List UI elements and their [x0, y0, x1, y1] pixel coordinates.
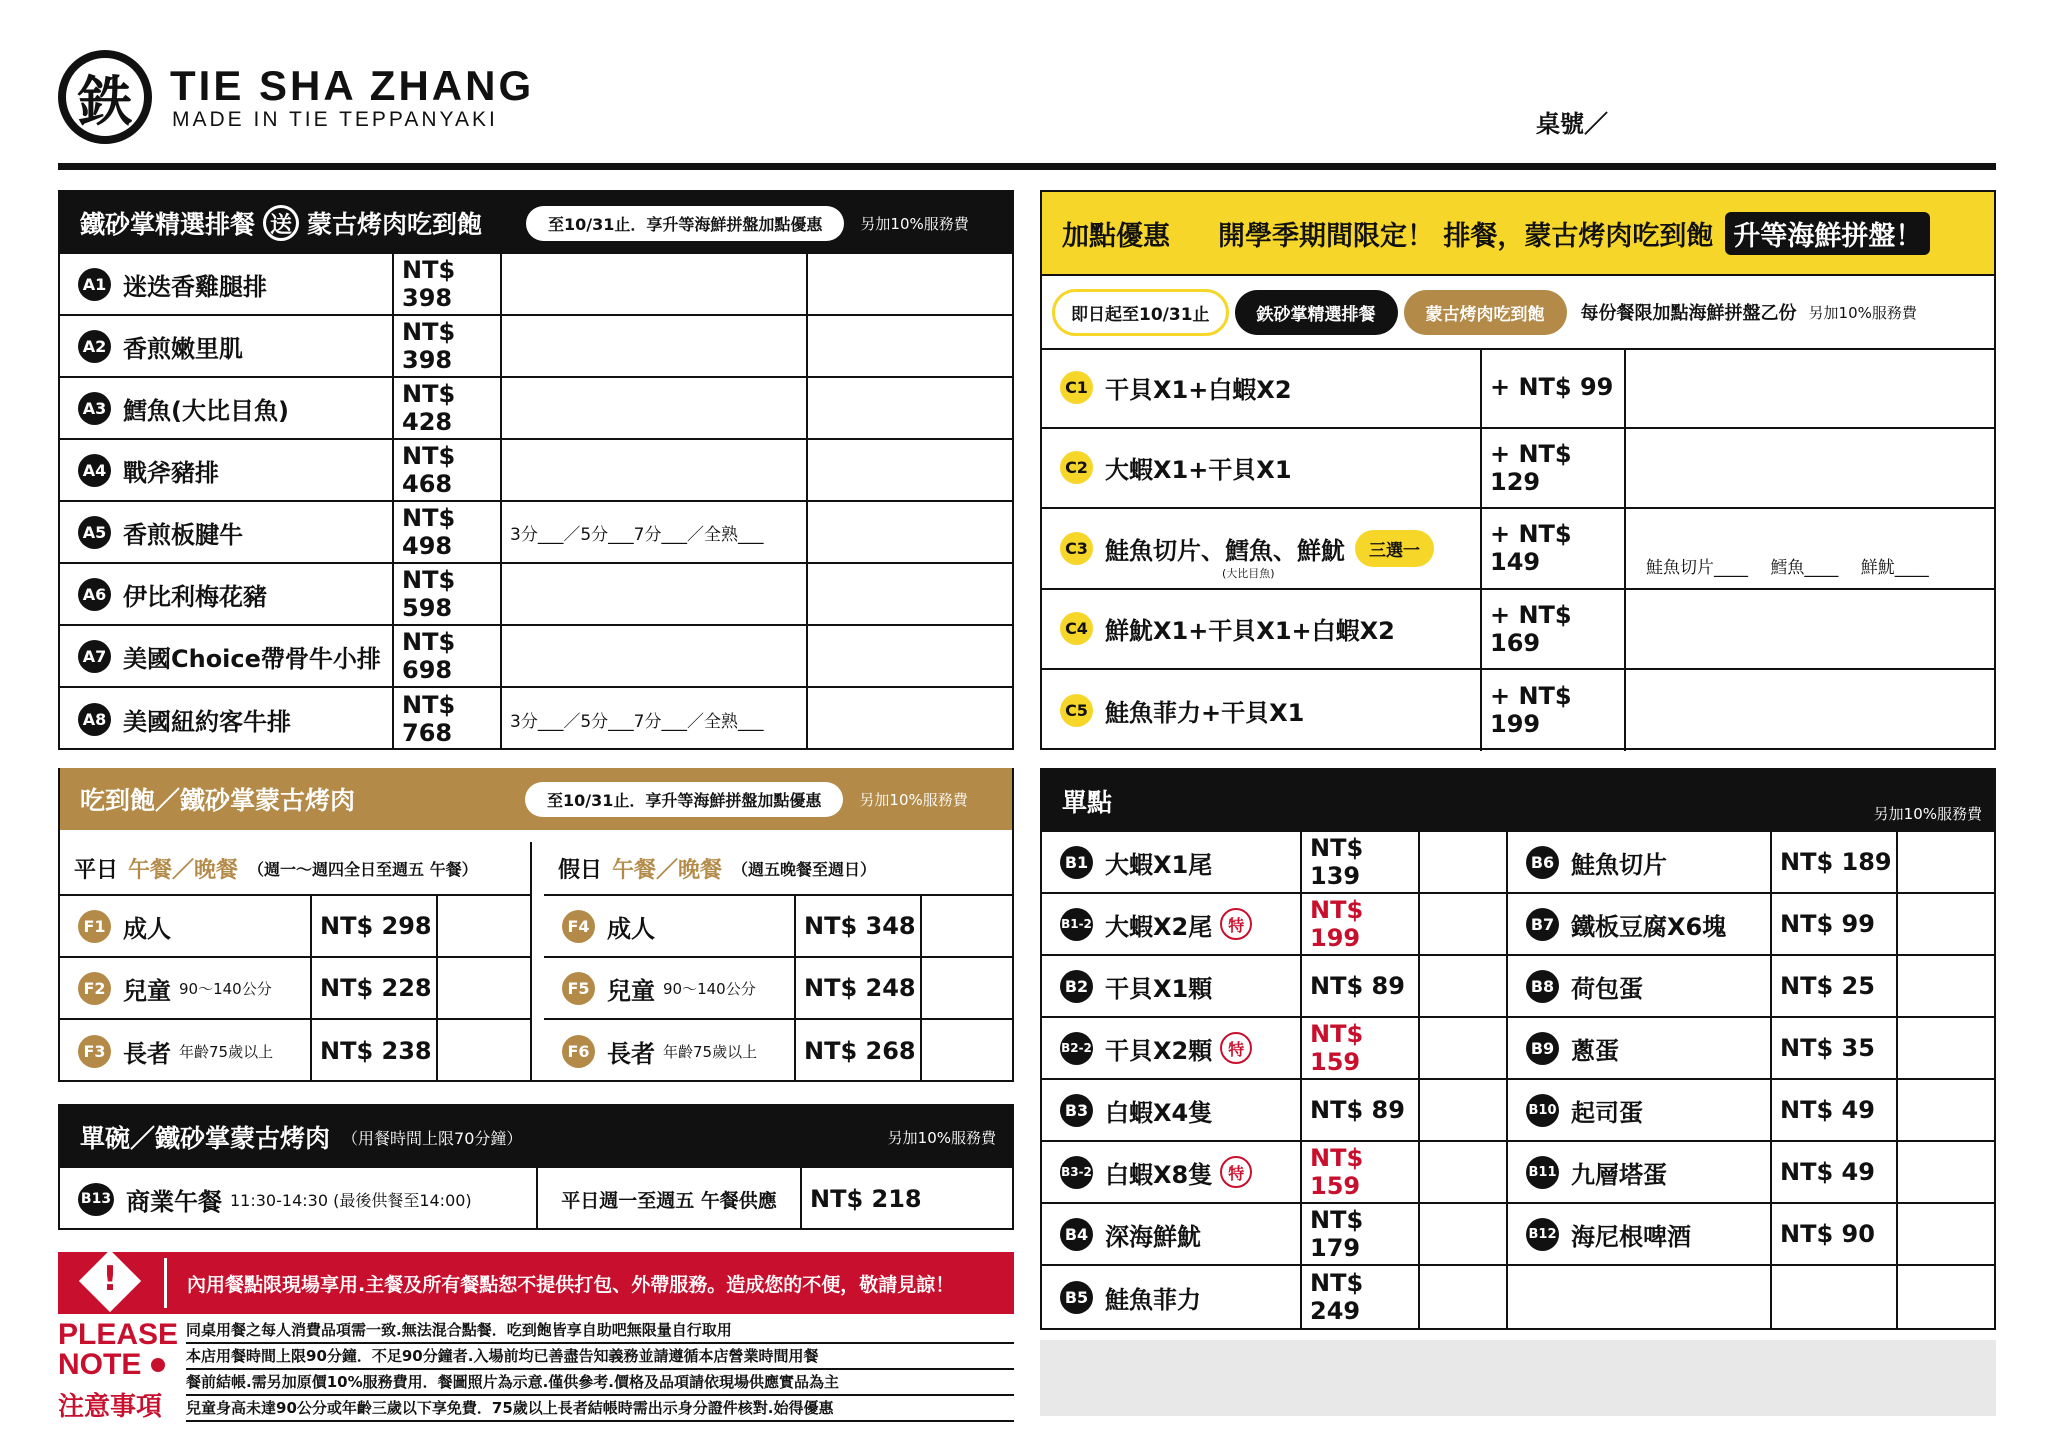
set-meal-name-cell: [60, 502, 394, 562]
set-meal-name: 迷迭香雞腿排: [123, 272, 267, 301]
bowl-header: [60, 1106, 1012, 1168]
buffet-name: 長者: [123, 1039, 171, 1068]
single-price: NT$ 49: [1772, 1080, 1898, 1140]
single-name: 起司蛋: [1571, 1098, 1643, 1127]
buffet-subheader: [60, 842, 530, 894]
buffet-row[interactable]: [544, 958, 1014, 1020]
order-qty-cell[interactable]: [1898, 1018, 1994, 1078]
buffet-holiday: [544, 842, 1014, 1080]
special-badge: 特: [1220, 1156, 1252, 1188]
order-qty-cell[interactable]: [808, 626, 1012, 686]
single-name: 白蝦X4隻: [1105, 1098, 1213, 1127]
doneness-cell[interactable]: [502, 316, 808, 376]
addon-pill-buffet: 蒙古烤肉吃到飽: [1404, 290, 1567, 335]
addon-price: + NT$ 149: [1482, 509, 1626, 588]
order-qty-cell[interactable]: [808, 254, 1012, 314]
buffet-name-cell: [60, 896, 312, 956]
special-badge: 特: [1220, 908, 1252, 940]
addon-name: 大蝦X1+干貝X1: [1105, 456, 1292, 485]
item-code-badge: B6: [1526, 846, 1559, 879]
buffet-name-cell: [60, 958, 312, 1018]
single-price: NT$ 159: [1302, 1142, 1420, 1202]
bowl-panel: [58, 1104, 1014, 1230]
buffet-name-cell: [60, 1020, 312, 1082]
buffet-row[interactable]: [544, 1020, 1014, 1082]
addon-header: [1042, 192, 1994, 276]
buffet-name: 長者: [607, 1039, 655, 1068]
single-name: 荷包蛋: [1571, 974, 1643, 1003]
item-code-badge: B4: [1060, 1218, 1093, 1251]
set-meal-name-cell: [60, 254, 394, 314]
single-name-cell: [1508, 1266, 1772, 1328]
single-name: 海尼根啤酒: [1571, 1222, 1691, 1251]
buffet-day-label: 假日: [558, 857, 603, 883]
set-meal-name: 香煎板腱牛: [123, 520, 243, 549]
item-code-badge: A5: [78, 516, 111, 549]
addon-price: + NT$ 129: [1482, 429, 1626, 508]
doneness-cell[interactable]: [502, 688, 808, 750]
buffet-meals: 午餐／晚餐: [612, 857, 723, 883]
item-code-badge: B10: [1526, 1094, 1559, 1127]
addon-note-cell[interactable]: [1626, 590, 1994, 669]
service-charge-note: 另加10%服務費: [860, 214, 969, 233]
doneness-cell[interactable]: [502, 502, 808, 562]
single-name-cell[interactable]: [1508, 1204, 1772, 1264]
set-meal-name-cell: [60, 688, 394, 750]
addon-pill-set-meal: 鉄砂掌精選排餐: [1235, 290, 1398, 335]
set-meal-name-cell: [60, 316, 394, 376]
set-meal-name: 戰斧豬排: [123, 458, 219, 487]
buffet-day-note: （週五晚餐至週日）: [732, 859, 877, 879]
order-qty-cell[interactable]: [922, 896, 1014, 956]
single-name: 鐵板豆腐X6塊: [1571, 912, 1727, 941]
set-meal-price: NT$ 498: [394, 502, 502, 562]
addon-row[interactable]: [1042, 670, 1994, 751]
item-code-badge: C1: [1060, 371, 1093, 404]
single-name: 大蝦X2尾: [1105, 912, 1213, 941]
bowl-item-row: [60, 1168, 1012, 1230]
addon-subheader: [1042, 276, 1994, 350]
bowl-item-name: 商業午餐: [126, 1187, 222, 1216]
single-row: [1042, 1204, 1994, 1266]
item-code-badge: A4: [78, 454, 111, 487]
single-price: [1772, 1266, 1898, 1328]
single-title: 單點: [1062, 788, 1113, 817]
set-meal-name-cell: [60, 564, 394, 624]
set-meal-title-b: 蒙古烤肉吃到飽: [307, 210, 483, 239]
please-note-label: [58, 1320, 178, 1423]
bowl-item-price: NT$ 218: [810, 1185, 922, 1213]
single-name-cell[interactable]: [1508, 1080, 1772, 1140]
single-panel: [1040, 768, 1996, 1330]
addon-price: + NT$ 169: [1482, 590, 1626, 669]
addon-row[interactable]: [1042, 509, 1994, 590]
doneness-cell[interactable]: [502, 440, 808, 500]
addon-name-cell: [1042, 348, 1482, 427]
service-charge-note: 另加10%服務費: [1808, 303, 1917, 322]
notice-banner: [58, 1252, 1014, 1314]
buffet-price: NT$ 298: [312, 896, 438, 956]
order-qty-cell[interactable]: [808, 564, 1012, 624]
item-code-badge: C2: [1060, 451, 1093, 484]
single-name: 九層塔蛋: [1571, 1160, 1667, 1189]
item-code-badge: A2: [78, 330, 111, 363]
order-qty-cell[interactable]: [808, 316, 1012, 376]
single-name: 鮭魚菲力: [1105, 1285, 1201, 1314]
set-meal-price: NT$ 768: [394, 688, 502, 750]
addon-name-cell: [1042, 429, 1482, 508]
notice-line: 兒童身高未達90公分或年齡三歲以下享免費．75歲以上長者結帳時需出示身分證件核對.始得優惠: [186, 1396, 1014, 1422]
order-qty-cell[interactable]: [1898, 956, 1994, 1016]
set-meal-row[interactable]: [60, 564, 1012, 626]
doneness-options: 3分___／5分___7分___／全熟___: [510, 524, 764, 545]
single-name-cell[interactable]: [1042, 1080, 1302, 1140]
set-meal-list: [60, 254, 1012, 748]
item-code-badge: B3-2: [1060, 1156, 1093, 1189]
single-name-cell[interactable]: [1042, 894, 1302, 954]
set-meal-promo: 至10/31止．享升等海鮮拼盤加點優惠: [526, 206, 844, 241]
item-code-badge: A1: [78, 268, 111, 301]
order-qty-cell[interactable]: [1898, 1204, 1994, 1264]
single-row: [1042, 1266, 1994, 1328]
single-row: [1042, 956, 1994, 1018]
buffet-sub: 90～140公分: [663, 979, 756, 998]
set-meal-price: NT$ 698: [394, 626, 502, 686]
single-row: [1042, 1142, 1994, 1204]
order-qty-cell[interactable]: [438, 958, 530, 1018]
single-name-cell[interactable]: [1042, 1142, 1302, 1202]
item-code-badge: F2: [78, 972, 111, 1005]
order-qty-cell[interactable]: [438, 896, 530, 956]
brand-tagline: MADE IN TIE TEPPANYAKI: [172, 108, 498, 131]
single-header: [1042, 770, 1994, 832]
set-meal-name-cell: [60, 626, 394, 686]
addon-note: 鮭魚切片____ 鱈魚____ 鮮魷____: [1646, 557, 1929, 578]
addon-list: [1042, 348, 1994, 748]
item-code-badge: F4: [562, 910, 595, 943]
bowl-item-name-cell: [60, 1168, 538, 1230]
set-meal-header: [60, 192, 1012, 254]
item-code-badge: B2-2: [1060, 1032, 1093, 1065]
order-qty-cell[interactable]: [922, 1020, 1014, 1082]
single-name-cell[interactable]: [1042, 1204, 1302, 1264]
set-meal-row[interactable]: [60, 254, 1012, 316]
doneness-options: 3分___／5分___7分___／全熟___: [510, 711, 764, 732]
single-price: NT$ 89: [1302, 1080, 1420, 1140]
addon-sub: (大比目魚): [1222, 567, 1275, 580]
set-meal-price: NT$ 428: [394, 378, 502, 438]
order-qty-cell[interactable]: [1420, 1204, 1508, 1264]
single-price: NT$ 199: [1302, 894, 1420, 954]
doneness-cell[interactable]: [502, 564, 808, 624]
warning-icon: !: [84, 1255, 140, 1311]
special-badge: 特: [1220, 1032, 1252, 1064]
item-code-badge: B8: [1526, 970, 1559, 1003]
single-price: NT$ 99: [1772, 894, 1898, 954]
item-code-badge: F3: [78, 1035, 111, 1068]
set-meal-price: NT$ 598: [394, 564, 502, 624]
order-qty-cell[interactable]: [808, 440, 1012, 500]
order-qty-cell[interactable]: [1898, 1142, 1994, 1202]
brand-name: TIE SHA ZHANG: [170, 62, 535, 109]
order-qty-cell[interactable]: [808, 688, 1012, 750]
bowl-item-time: 11:30-14:30 (最後供餐至14:00): [230, 1190, 472, 1210]
logo-char: 鉄: [78, 69, 132, 133]
item-code-badge: B9: [1526, 1032, 1559, 1065]
buffet-row[interactable]: [544, 896, 1014, 958]
single-price: NT$ 189: [1772, 832, 1898, 892]
addon-row[interactable]: [1042, 590, 1994, 671]
brand-logo: [58, 50, 152, 144]
buffet-row[interactable]: [60, 896, 530, 958]
single-name-cell[interactable]: [1508, 1142, 1772, 1202]
single-price: NT$ 179: [1302, 1204, 1420, 1264]
buffet-title: 吃到飽／鐵砂掌蒙古烤肉: [80, 786, 356, 815]
addon-row[interactable]: [1042, 429, 1994, 510]
addon-name: 鮭魚菲力+干貝X1: [1105, 698, 1305, 727]
set-meal-price: NT$ 398: [394, 316, 502, 376]
service-charge-note: 另加10%服務費: [887, 1128, 996, 1147]
item-code-badge: B2: [1060, 970, 1093, 1003]
item-code-badge: B1: [1060, 846, 1093, 879]
addon-name: 鮮魷X1+干貝X1+白蝦X2: [1105, 617, 1395, 646]
addon-name-cell: [1042, 590, 1482, 669]
addon-note-cell[interactable]: [1626, 348, 1994, 427]
single-name-cell[interactable]: [1042, 1018, 1302, 1078]
single-price: NT$ 35: [1772, 1018, 1898, 1078]
buffet-name: 成人: [123, 914, 171, 943]
addon-name-cell: [1042, 670, 1482, 751]
notice-line: 同桌用餐之每人消費品項需一致.無法混合點餐．吃到飽皆享自助吧無限量自行取用: [186, 1318, 1014, 1344]
single-price: NT$ 139: [1302, 832, 1420, 892]
single-price: NT$ 159: [1302, 1018, 1420, 1078]
buffet-name: 兒童: [123, 976, 171, 1005]
set-meal-panel: [58, 190, 1014, 750]
buffet-row[interactable]: [60, 958, 530, 1020]
addon-limit: 每份餐限加點海鮮拼盤乙份: [1580, 303, 1797, 324]
item-code-badge: F6: [562, 1035, 595, 1068]
buffet-weekday: [60, 842, 532, 1080]
header-divider: [58, 163, 1996, 170]
item-code-badge: A3: [78, 392, 111, 425]
item-code-badge: A8: [78, 703, 111, 736]
addon-date-pill: 即日起至10/31止: [1052, 289, 1229, 336]
order-qty-cell[interactable]: [1420, 832, 1508, 892]
buffet-meals: 午餐／晚餐: [128, 857, 239, 883]
single-price: NT$ 89: [1302, 956, 1420, 1016]
order-qty-cell[interactable]: [1898, 1080, 1994, 1140]
order-qty-cell[interactable]: [1420, 1142, 1508, 1202]
single-name: 鮭魚切片: [1571, 850, 1667, 879]
doneness-cell[interactable]: [502, 378, 808, 438]
single-list: [1042, 832, 1994, 1328]
set-meal-name: 鱈魚(大比目魚): [123, 396, 289, 425]
buffet-name-cell: [544, 896, 796, 956]
item-code-badge: C5: [1060, 694, 1093, 727]
buffet-panel: [58, 768, 1014, 1082]
set-meal-price: NT$ 468: [394, 440, 502, 500]
addon-note-cell[interactable]: [1626, 670, 1994, 751]
single-name: 蔥蛋: [1571, 1036, 1619, 1065]
item-code-badge: A7: [78, 640, 111, 673]
item-code-badge: B7: [1526, 908, 1559, 941]
buffet-price: NT$ 348: [796, 896, 922, 956]
single-price: NT$ 90: [1772, 1204, 1898, 1264]
single-name: 大蝦X1尾: [1105, 850, 1213, 879]
addon-panel: [1040, 190, 1996, 750]
service-charge-note: 另加10%服務費: [859, 790, 968, 809]
item-code-badge: B12: [1526, 1218, 1559, 1251]
item-code-badge: B11: [1526, 1156, 1559, 1189]
single-row: [1042, 1080, 1994, 1142]
single-name-cell[interactable]: [1508, 1018, 1772, 1078]
bowl-item-avail: 平日週一至週五 午餐供應: [538, 1168, 802, 1230]
buffet-price: NT$ 268: [796, 1020, 922, 1082]
bullet-dot-icon: [151, 1358, 165, 1372]
single-name: 白蝦X8隻: [1105, 1160, 1213, 1189]
addon-price: + NT$ 99: [1482, 348, 1626, 427]
item-code-badge: F1: [78, 910, 111, 943]
buffet-day-note: （週一～週四全日至週五 午餐）: [248, 859, 478, 879]
item-code-badge: B13: [78, 1183, 114, 1216]
single-name-cell[interactable]: [1042, 832, 1302, 892]
please-note-en2: NOTE: [58, 1348, 142, 1381]
bowl-title-note: （用餐時間上限70分鐘）: [342, 1128, 523, 1148]
addon-name: 干貝X1+白蝦X2: [1105, 375, 1292, 404]
banner-divider: [164, 1258, 167, 1308]
addon-headline-highlight: 升等海鮮拼盤！: [1725, 212, 1930, 255]
buffet-header: [60, 768, 1012, 830]
order-qty-cell[interactable]: [808, 378, 1012, 438]
notice-banner-text: 內用餐點限現場享用.主餐及所有餐點恕不提供打包、外帶服務。造成您的不便，敬請見諒！: [187, 1273, 955, 1296]
buffet-price: NT$ 238: [312, 1020, 438, 1082]
order-qty-cell[interactable]: [1420, 1080, 1508, 1140]
single-row: [1042, 1018, 1994, 1080]
buffet-promo: 至10/31止．享升等海鮮拼盤加點優惠: [525, 782, 843, 817]
set-meal-name: 美國Choice帶骨牛小排: [123, 644, 381, 673]
order-qty-cell[interactable]: [922, 958, 1014, 1018]
buffet-name: 成人: [607, 914, 655, 943]
single-name-cell[interactable]: [1042, 956, 1302, 1016]
service-charge-note: 另加10%服務費: [1873, 804, 1982, 823]
single-name-cell[interactable]: [1042, 1266, 1302, 1328]
addon-name-cell: [1042, 509, 1482, 588]
set-meal-name: 伊比利梅花豬: [123, 582, 267, 611]
single-name: 干貝X1顆: [1105, 974, 1213, 1003]
addon-title: 加點優惠: [1062, 220, 1170, 252]
addon-price: + NT$ 199: [1482, 670, 1626, 751]
set-meal-row[interactable]: [60, 316, 1012, 378]
set-meal-row[interactable]: [60, 440, 1012, 502]
single-name-cell[interactable]: [1508, 956, 1772, 1016]
buffet-price: NT$ 248: [796, 958, 922, 1018]
set-meal-title-a: 鐵砂掌精選排餐: [80, 210, 256, 239]
doneness-cell[interactable]: [502, 626, 808, 686]
addon-note-cell[interactable]: [1626, 429, 1994, 508]
buffet-subheader: [544, 842, 1014, 894]
table-number-label: 桌號／: [1536, 110, 1608, 138]
buffet-day-label: 平日: [74, 857, 119, 883]
set-meal-name-cell: [60, 440, 394, 500]
set-meal-row[interactable]: [60, 626, 1012, 688]
buffet-sub: 年齡75歲以上: [663, 1042, 758, 1061]
single-name: 干貝X2顆: [1105, 1036, 1213, 1065]
set-meal-name-cell: [60, 378, 394, 438]
set-meal-row[interactable]: [60, 688, 1012, 750]
order-qty-cell[interactable]: [1898, 832, 1994, 892]
single-price: NT$ 25: [1772, 956, 1898, 1016]
set-meal-name: 香煎嫩里肌: [123, 334, 243, 363]
order-qty-cell[interactable]: [1420, 956, 1508, 1016]
single-name-cell[interactable]: [1508, 832, 1772, 892]
buffet-price: NT$ 228: [312, 958, 438, 1018]
set-meal-row[interactable]: [60, 502, 1012, 564]
item-code-badge: F5: [562, 972, 595, 1005]
set-meal-name: 美國紐約客牛排: [123, 707, 291, 736]
buffet-sub: 90～140公分: [179, 979, 272, 998]
item-code-badge: A6: [78, 578, 111, 611]
single-price: NT$ 49: [1772, 1142, 1898, 1202]
addon-headline: 開學季期間限定！ 排餐，蒙古烤肉吃到飽: [1218, 220, 1714, 252]
buffet-row[interactable]: [60, 1020, 530, 1082]
doneness-cell[interactable]: [502, 254, 808, 314]
addon-note-cell[interactable]: [1626, 509, 1994, 588]
please-note-en1: PLEASE: [58, 1318, 179, 1351]
single-name: 深海鮮魷: [1105, 1222, 1201, 1251]
single-row: [1042, 894, 1994, 956]
gift-badge: 送: [263, 205, 299, 241]
item-code-badge: B5: [1060, 1281, 1093, 1314]
single-row: [1042, 832, 1994, 894]
set-meal-row[interactable]: [60, 378, 1012, 440]
notice-line: 餐前結帳.需另加原價10%服務費用．餐圖照片為示意.僅供參考.價格及品項請依現場供應實品為主: [186, 1370, 1014, 1396]
order-qty-cell[interactable]: [808, 502, 1012, 562]
single-price: NT$ 249: [1302, 1266, 1420, 1328]
buffet-name-cell: [544, 1020, 796, 1082]
order-qty-cell[interactable]: [1898, 1266, 1994, 1328]
addon-row[interactable]: [1042, 348, 1994, 429]
blank-note-area: [1040, 1340, 1996, 1416]
order-qty-cell[interactable]: [1420, 1266, 1508, 1328]
order-qty-cell[interactable]: [438, 1020, 530, 1082]
notice-line: 本店用餐時間上限90分鐘．不足90分鐘者.入場前均已善盡告知義務並請遵循本店營業時間用餐: [186, 1344, 1014, 1370]
buffet-item-list: [60, 894, 530, 1080]
item-code-badge: C4: [1060, 612, 1093, 645]
set-meal-price: NT$ 398: [394, 254, 502, 314]
buffet-name-cell: [544, 958, 796, 1018]
buffet-name: 兒童: [607, 976, 655, 1005]
bowl-title: 單碗／鐵砂掌蒙古烤肉: [80, 1124, 331, 1153]
order-qty-cell[interactable]: [1420, 894, 1508, 954]
addon-name: 鮭魚切片、鱈魚、鮮魷: [1105, 536, 1345, 565]
order-qty-cell[interactable]: [1420, 1018, 1508, 1078]
single-name-cell[interactable]: [1508, 894, 1772, 954]
item-code-badge: B1-2: [1060, 908, 1093, 941]
item-code-badge: B3: [1060, 1094, 1093, 1127]
buffet-sub: 年齡75歲以上: [179, 1042, 274, 1061]
choose-one-badge: 三選一: [1355, 530, 1434, 567]
please-note-zh: 注意事項: [58, 1391, 163, 1421]
item-code-badge: C3: [1060, 532, 1093, 565]
buffet-item-list: [544, 894, 1014, 1080]
notice-lines: [186, 1318, 1014, 1422]
order-qty-cell[interactable]: [1898, 894, 1994, 954]
